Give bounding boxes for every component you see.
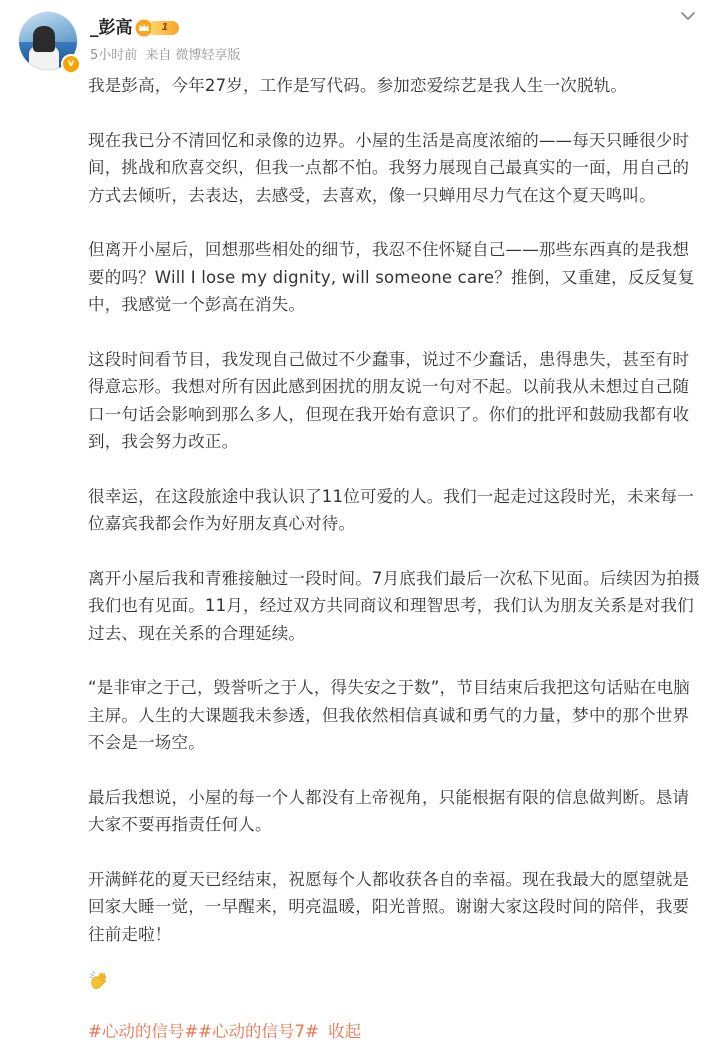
member-badge[interactable] <box>135 19 179 37</box>
hashtag-link[interactable]: #心动的信号7# <box>198 1022 319 1041</box>
verified-icon: v <box>61 54 81 74</box>
post-paragraph: 很幸运，在这段旅途中我认识了11位可爱的人。我们一起走过这段时光，未来每一位嘉宾我都会作为好朋友真心对待。 <box>88 486 694 533</box>
post-paragraph: “是非审之于己，毁誉听之于人，得失安之于数”，节目结束后我把这句话贴在电脑主屏。人生的大课题我未参透，但我依然相信真诚和勇气的力量，梦中的那个世界不会是一场空。 <box>88 678 690 752</box>
chevron-down-icon[interactable] <box>680 10 696 22</box>
waving-hand-icon <box>88 968 110 990</box>
collapse-link[interactable]: 收起 <box>328 1022 362 1041</box>
post-paragraph: 这段时间看节目，我发现自己做过不少蠢事，说过不少蠢话，患得患失，甚至有时得意忘形。我想对所有因此感到困扰的朋友说一句对不起。以前我从未想过自己随口一句话会影响到那么多人，但现在我开始有意识了。你们的批评和鼓励我都有收到，我会努力改正。 <box>88 349 690 451</box>
post-paragraph: 但离开小屋后，回想那些相处的细节，我忍不住怀疑自己——那些东西真的是我想要的吗？Will I lose my dignity, will someone care？推倒，又重建，反反复复中，我感觉一个彭高在消失。 <box>88 240 695 314</box>
post-paragraph: 最后我想说，小屋的每一个人都没有上帝视角，只能根据有限的信息做判断。恳请大家不要再指责任何人。 <box>88 787 690 834</box>
post-time[interactable]: 5小时前 <box>90 48 138 63</box>
post-paragraph: 现在我已分不清回忆和录像的边界。小屋的生活是高度浓缩的——每天只睡很少时间，挑战和欣喜交织，但我一点都不怕。我努力展现自己最真实的一面，用自己的方式去倾听，去表达，去感受，去喜欢，像一只蝉用尽力气在这个夏天鸣叫。 <box>88 130 690 205</box>
hashtags <box>88 1020 361 1044</box>
author-name[interactable]: _彭高 <box>90 18 133 38</box>
post-paragraph: 我是彭高，今年27岁，工作是写代码。参加恋爱综艺是我人生一次脱轨。 <box>88 76 628 95</box>
avatar-head <box>33 26 55 52</box>
post-paragraph: 离开小屋后我和青雅接触过一段时间。7月底我们最后一次私下见面。后续因为拍摄我们也有见面。11月，经过双方共同商议和理智思考，我们认为朋友关系是对我们过去、现在关系的合理延续。 <box>88 568 700 643</box>
post-body <box>88 72 700 975</box>
post-meta <box>90 46 245 66</box>
hashtag-link[interactable]: #心动的信号# <box>88 1022 199 1041</box>
post-paragraph: 开满鲜花的夏天已经结束，祝愿每个人都收获各自的幸福。现在我最大的愿望就是回家大睡一觉，一早醒来，明亮温暖，阳光普照。谢谢大家这段时间的陪伴，我要往前走啦！ <box>88 869 690 944</box>
post-header <box>0 0 714 80</box>
post-source[interactable]: 来自 微博轻享版 <box>145 48 241 63</box>
level-badge: 1 <box>151 21 179 35</box>
